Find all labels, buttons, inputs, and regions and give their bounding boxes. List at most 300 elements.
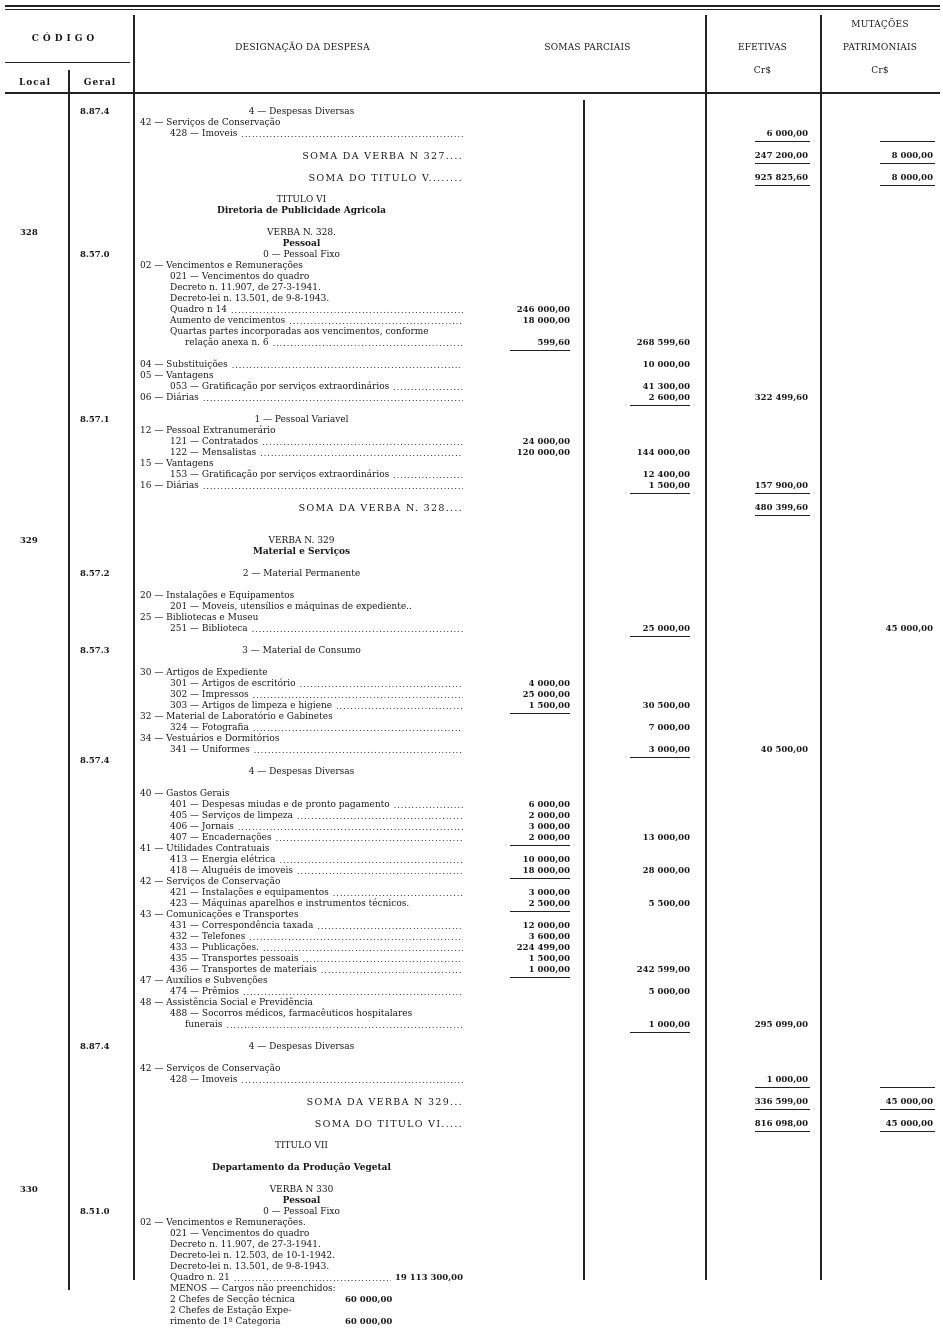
designation-cell [140,371,463,382]
partial-amount-1: 224 499,00 [516,943,570,953]
dot-leader [336,701,463,712]
dot-leader [203,393,463,404]
dot-leader [253,690,463,701]
designation-text: funerais [185,1020,223,1030]
designation-cell [140,503,463,514]
table-row [0,833,943,844]
designation-cell [170,1075,463,1086]
efetivas-amount: 40 500,00 [760,745,808,755]
table-row [0,1284,943,1295]
partial-amount-1: 25 000,00 [522,690,570,700]
table-row [0,679,943,690]
partial-amount-2: 12 400,00 [642,470,690,480]
table-row [0,899,943,910]
designation-text: 43 — Comunicações e Transportes [140,910,299,920]
dot-leader [297,866,463,877]
designation-text: 34 — Vestuários e Dormitórios [140,734,280,744]
designation-text: 302 — Impressos [170,690,249,700]
designation-text: Aumento de vencimentos [170,316,286,326]
table-row [0,800,943,811]
table-row [0,481,943,492]
table-row [0,1295,943,1306]
designation-cell [140,998,463,1009]
header-efetivas-unit: Cr$ [753,66,772,76]
designation-cell [140,536,463,547]
dot-leader [333,888,463,899]
table-row [0,1240,943,1251]
table-row [0,415,943,426]
designation-text: 053 — Gratificação por serviços extraordinários [170,382,390,392]
designation-text: 02 — Vencimentos e Remunerações [140,261,303,271]
designation-text: Pessoal [282,239,321,249]
designation-cell [170,272,463,283]
geral-code: 8.57.1 [80,415,110,425]
dot-leader [226,1020,463,1031]
designation-cell [140,228,463,239]
efetivas-amount: 816 098,00 [754,1119,808,1129]
blank-row [0,404,943,415]
partial-amount-1: 2 000,00 [528,833,570,843]
sum-row [0,1097,943,1108]
table-row [0,360,943,371]
designation-text: 2 — Material Permanente [242,569,361,579]
table-row [0,1185,943,1196]
blank-row [0,514,943,525]
mutacoes-amount: 45 000,00 [885,1119,933,1129]
designation-text: 16 — Diárias [140,481,199,491]
partial-amount-1: 246 000,00 [516,305,570,315]
dot-leader [262,437,463,448]
designation-text: 15 — Vantagens [140,459,214,469]
designation-text: 06 — Diárias [140,393,199,403]
designation-cell [140,1097,463,1108]
table-row [0,591,943,602]
designation-cell [170,602,463,613]
table-row [0,283,943,294]
designation-text: 32 — Material de Laboratório e Gabinetes [140,712,333,722]
table-row [0,1251,943,1262]
mutacoes-amount: 8 000,00 [891,173,933,183]
partial-amount-1: 2 000,00 [528,811,570,821]
table-row [0,294,943,305]
designation-text: 41 — Utilidades Contratuais [140,844,270,854]
efetivas-amount: 6 000,00 [766,129,808,139]
designation-text: 021 — Vencimentos do quadro [170,1229,310,1239]
designation-cell [170,822,463,833]
designation-text: 405 — Serviços de limpeza [170,811,294,821]
designation-cell [140,1218,463,1229]
table-row [0,1064,943,1075]
partial-amount-1: 1 500,00 [528,701,570,711]
partial-amount-2: 1 000,00 [648,1020,690,1030]
designation-cell [170,316,463,327]
dot-leader [300,679,463,690]
table-row [0,1042,943,1053]
designation-text: VERBA N 330 [269,1185,334,1195]
sum-row [0,173,943,184]
designation-cell [140,206,463,217]
designation-cell [140,1163,463,1174]
partial-amount-2: 3 000,00 [648,745,690,755]
dot-leader [303,954,464,965]
partial-amount-2: 28 000,00 [642,866,690,876]
designation-text: 488 — Socorros médicos, farmacêuticos hospitalares [170,1009,413,1019]
efetivas-amount: 157 900,00 [754,481,808,491]
dot-leader [393,382,463,393]
table-row [0,701,943,712]
designation-cell [140,118,463,129]
designation-cell [170,866,463,877]
designation-text: 12 — Pessoal Extranumerário [140,426,276,436]
designation-text: TITULO VII [275,1141,328,1151]
blank-row [0,1174,943,1185]
designation-text: VERBA N. 328. [267,228,336,238]
geral-code: 8.57.3 [80,646,110,656]
designation-cell [140,239,463,250]
header-geral: Geral [83,78,117,88]
designation-text: 341 — Uniformes [170,745,250,755]
dot-leader [243,987,463,998]
table-row [0,1009,943,1020]
dot-leader [234,1273,391,1284]
designation-cell [170,701,463,712]
designation-cell [140,250,463,261]
partial-amount-1: 120 000,00 [516,448,570,458]
table-row [0,195,943,206]
partial-amount-1: 1 000,00 [528,965,570,975]
table-row [0,767,943,778]
header-designacao: DESIGNAÇÃO DA DESPESA [235,43,370,53]
efetivas-amount: 247 200,00 [754,151,808,161]
designation-cell [140,481,463,492]
designation-text: 2 Chefes de Secção técnica [170,1295,295,1305]
designation-cell [170,899,463,910]
header-mutacoes-unit: Cr$ [871,66,889,76]
table-row [0,855,943,866]
table-row [0,448,943,459]
partial-amount-2: 5 000,00 [648,987,690,997]
dot-leader [321,965,463,976]
designation-text: Decreto n. 11.907, de 27-3-1941. [170,283,321,293]
partial-amount-1: 18 000,00 [522,316,570,326]
table-row [0,393,943,404]
partial-amount-1: 599,60 [537,338,570,348]
budget-table-body [0,107,943,1328]
table-row [0,107,943,118]
designation-text: TITULO VI [276,195,327,205]
mutacoes-amount: 8 000,00 [891,151,933,161]
designation-cell [170,800,463,811]
designation-cell [170,305,463,316]
designation-text: 20 — Instalações e Equipamentos [140,591,295,601]
designation-text: 301 — Artigos de escritório [170,679,296,689]
blank-row [0,1053,943,1064]
header-mutacoes: MUTAÇÕES [851,20,909,30]
dot-leader [280,855,464,866]
table-row [0,943,943,954]
designation-text: 2 Chefes de Estação Expe- [170,1306,292,1316]
designation-text: 25 — Bibliotecas e Museu [140,613,259,623]
designation-cell [140,767,463,778]
table-row [0,712,943,723]
geral-code: 8.51.0 [80,1207,110,1217]
designation-cell [185,338,463,349]
table-row [0,624,943,635]
table-row [0,1262,943,1273]
designation-text: relação anexa n. 6 [185,338,269,348]
designation-text: 42 — Serviços de Conservação [140,118,281,128]
designation-text: 30 — Artigos de Expediente [140,668,268,678]
designation-cell [140,261,463,272]
table-row [0,602,943,613]
table-row [0,1075,943,1086]
designation-text: 42 — Serviços de Conservação [140,877,281,887]
efetivas-amount: 336 599,00 [754,1097,808,1107]
local-code: 329 [20,536,38,546]
designation-text: 121 — Contratados [170,437,259,447]
efetivas-amount: 322 499,60 [754,393,808,403]
designation-cell [170,283,463,294]
designation-text: 251 — Biblioteca [170,624,248,634]
designation-text: rimento de 1ª Categoria [170,1317,281,1327]
dot-leader [253,723,463,734]
table-row [0,327,943,338]
designation-text: 431 — Correspondência taxada [170,921,314,931]
designation-cell [140,1042,463,1053]
table-row [0,261,943,272]
designation-text: 201 — Moveis, utensílios e máquinas de expediente.. [170,602,412,612]
table-row [0,569,943,580]
table-row [0,646,943,657]
table-row [0,888,943,899]
partial-amount-1: 10 000,00 [522,855,570,865]
designation-cell [140,1207,463,1218]
blank-row [0,580,943,591]
blank-row [0,492,943,503]
dot-leader [260,448,463,459]
header-efetivas: EFETIVAS [737,43,788,53]
table-row [0,1306,943,1317]
designation-cell [170,1251,463,1262]
partial-amount-2: 242 599,00 [636,965,690,975]
designation-cell [170,954,463,965]
designation-cell [140,1185,463,1196]
table-row [0,371,943,382]
partial-amount-2: 30 500,00 [642,701,690,711]
table-row [0,547,943,558]
sum-row [0,151,943,162]
designation-text: Decreto n. 11.907, de 27-3-1941. [170,1240,321,1250]
designation-text: 02 — Vencimentos e Remunerações. [140,1218,306,1228]
blank-row [0,1130,943,1141]
table-row [0,239,943,250]
designation-cell [170,1273,463,1284]
header-patrimoniais: PATRIMONIAIS [842,43,918,53]
designation-cell [170,327,463,338]
inline-amount: 60 000,00 [345,1295,393,1305]
designation-cell [170,1284,463,1295]
designation-cell [170,294,463,305]
local-code: 330 [20,1185,38,1195]
dot-leader [249,932,463,943]
efetivas-amount: 295 099,00 [754,1020,808,1030]
table-row [0,910,943,921]
mutacoes-amount: 45 000,00 [885,1097,933,1107]
designation-text: 021 — Vencimentos do quadro [170,272,310,282]
designation-cell [140,1196,463,1207]
partial-amount-1: 3 000,00 [528,888,570,898]
blank-row [0,778,943,789]
designation-cell [170,1306,463,1317]
designation-cell [170,943,463,954]
header-codigo: CÓDIGO [31,34,99,44]
table-row [0,976,943,987]
designation-text: Decreto-lei n. 13.501, de 9-8-1943. [170,294,330,304]
designation-cell [140,459,463,470]
designation-cell [140,547,463,558]
designation-text: Pessoal [282,1196,321,1206]
geral-code: 8.57.4 [80,756,110,766]
header-local: Local [18,78,52,88]
geral-code: 8.87.4 [80,1042,110,1052]
designation-cell [140,1119,463,1130]
table-row [0,921,943,932]
dot-leader [254,745,463,756]
table-row [0,1207,943,1218]
blank-row [0,1108,943,1119]
table-row [0,1273,943,1284]
designation-cell [140,195,463,206]
sum-row [0,503,943,514]
top-double-rule [5,5,940,7]
geral-code: 8.57.2 [80,569,110,579]
table-row [0,118,943,129]
designation-text: 47 — Auxílios e Subvenções [140,976,268,986]
table-row [0,1141,943,1152]
table-row [0,459,943,470]
blank-row [0,162,943,173]
designation-cell [170,624,463,635]
table-row [0,338,943,349]
designation-text: 418 — Aluguéis de imoveis [170,866,294,876]
table-row [0,1020,943,1031]
partial-amount-2: 144 000,00 [636,448,690,458]
blank-row [0,525,943,536]
table-row [0,932,943,943]
partial-amount-2: 5 500,00 [648,899,690,909]
designation-cell [140,415,463,426]
table-row [0,1317,943,1328]
blank-row [0,635,943,646]
blank-row [0,657,943,668]
designation-text: 3 — Material de Consumo [242,646,361,656]
dot-leader [252,624,463,635]
partial-amount-2: 10 000,00 [642,360,690,370]
designation-cell [140,646,463,657]
designation-text: 4 — Despesas Diversas [248,767,355,777]
table-row [0,866,943,877]
designation-text: Quadro n. 21 [170,1273,230,1283]
partial-amount-1: 18 000,00 [522,866,570,876]
table-row [0,129,943,140]
table-row [0,789,943,800]
header-somas-parciais: SOMAS PARCIAIS [544,43,631,53]
designation-cell [140,151,463,162]
designation-cell [140,734,463,745]
designation-text: SOMA DA VERBA N 329... [306,1097,463,1108]
designation-cell [170,448,463,459]
designation-text: 4 — Despesas Diversas [248,1042,355,1052]
designation-cell [140,1141,463,1152]
blank-row [0,184,943,195]
designation-text: Diretoria de Publicidade Agricola [217,206,386,216]
partial-amount-2: 1 500,00 [648,481,690,491]
partial-amount-1: 12 000,00 [522,921,570,931]
designation-text: SOMA DA VERBA N. 328.... [298,503,463,514]
designation-cell [140,844,463,855]
partial-amount-1: 3 600,00 [528,932,570,942]
sum-row [0,1119,943,1130]
designation-text: 04 — Substituições [140,360,228,370]
designation-text: 153 — Gratificação por serviços extraordinários [170,470,390,480]
designation-text: 324 — Fotografia [170,723,249,733]
table-row [0,745,943,756]
header-bottom-rule [5,92,940,94]
dot-leader [394,800,463,811]
blank-row [0,1086,943,1097]
designation-text: 1 — Pessoal Variavel [254,415,349,425]
designation-text: 433 — Publicações. [170,943,259,953]
designation-cell [140,173,463,184]
table-row [0,305,943,316]
designation-cell [170,1229,463,1240]
table-row [0,690,943,701]
geral-code: 8.57.0 [80,250,110,260]
table-row [0,844,943,855]
table-row [0,1218,943,1229]
table-row [0,668,943,679]
designation-text: 474 — Prêmios [170,987,240,997]
table-row [0,272,943,283]
table-row [0,470,943,481]
table-row [0,987,943,998]
blank-row [0,217,943,228]
designation-text: 436 — Transportes de materiais [170,965,317,975]
efetivas-amount: 1 000,00 [766,1075,808,1085]
blank-row [0,140,943,151]
designation-text: SOMA DO TITULO VI..... [314,1119,463,1130]
partial-amount-1: 4 000,00 [528,679,570,689]
designation-cell [185,1020,463,1031]
local-code: 328 [20,228,38,238]
designation-cell [140,668,463,679]
dot-leader [393,470,463,481]
partial-amount-1: 24 000,00 [522,437,570,447]
designation-cell [170,679,463,690]
table-row [0,998,943,1009]
dot-leader [203,481,463,492]
partial-amount-2: 268 599,60 [636,338,690,348]
table-row [0,723,943,734]
designation-cell [170,723,463,734]
designation-cell [170,987,463,998]
designation-cell [170,1009,463,1020]
partial-amount-2: 7 000,00 [648,723,690,733]
designation-cell [140,360,463,371]
designation-cell [170,129,463,140]
blank-row [0,349,943,360]
dot-leader [273,338,463,349]
